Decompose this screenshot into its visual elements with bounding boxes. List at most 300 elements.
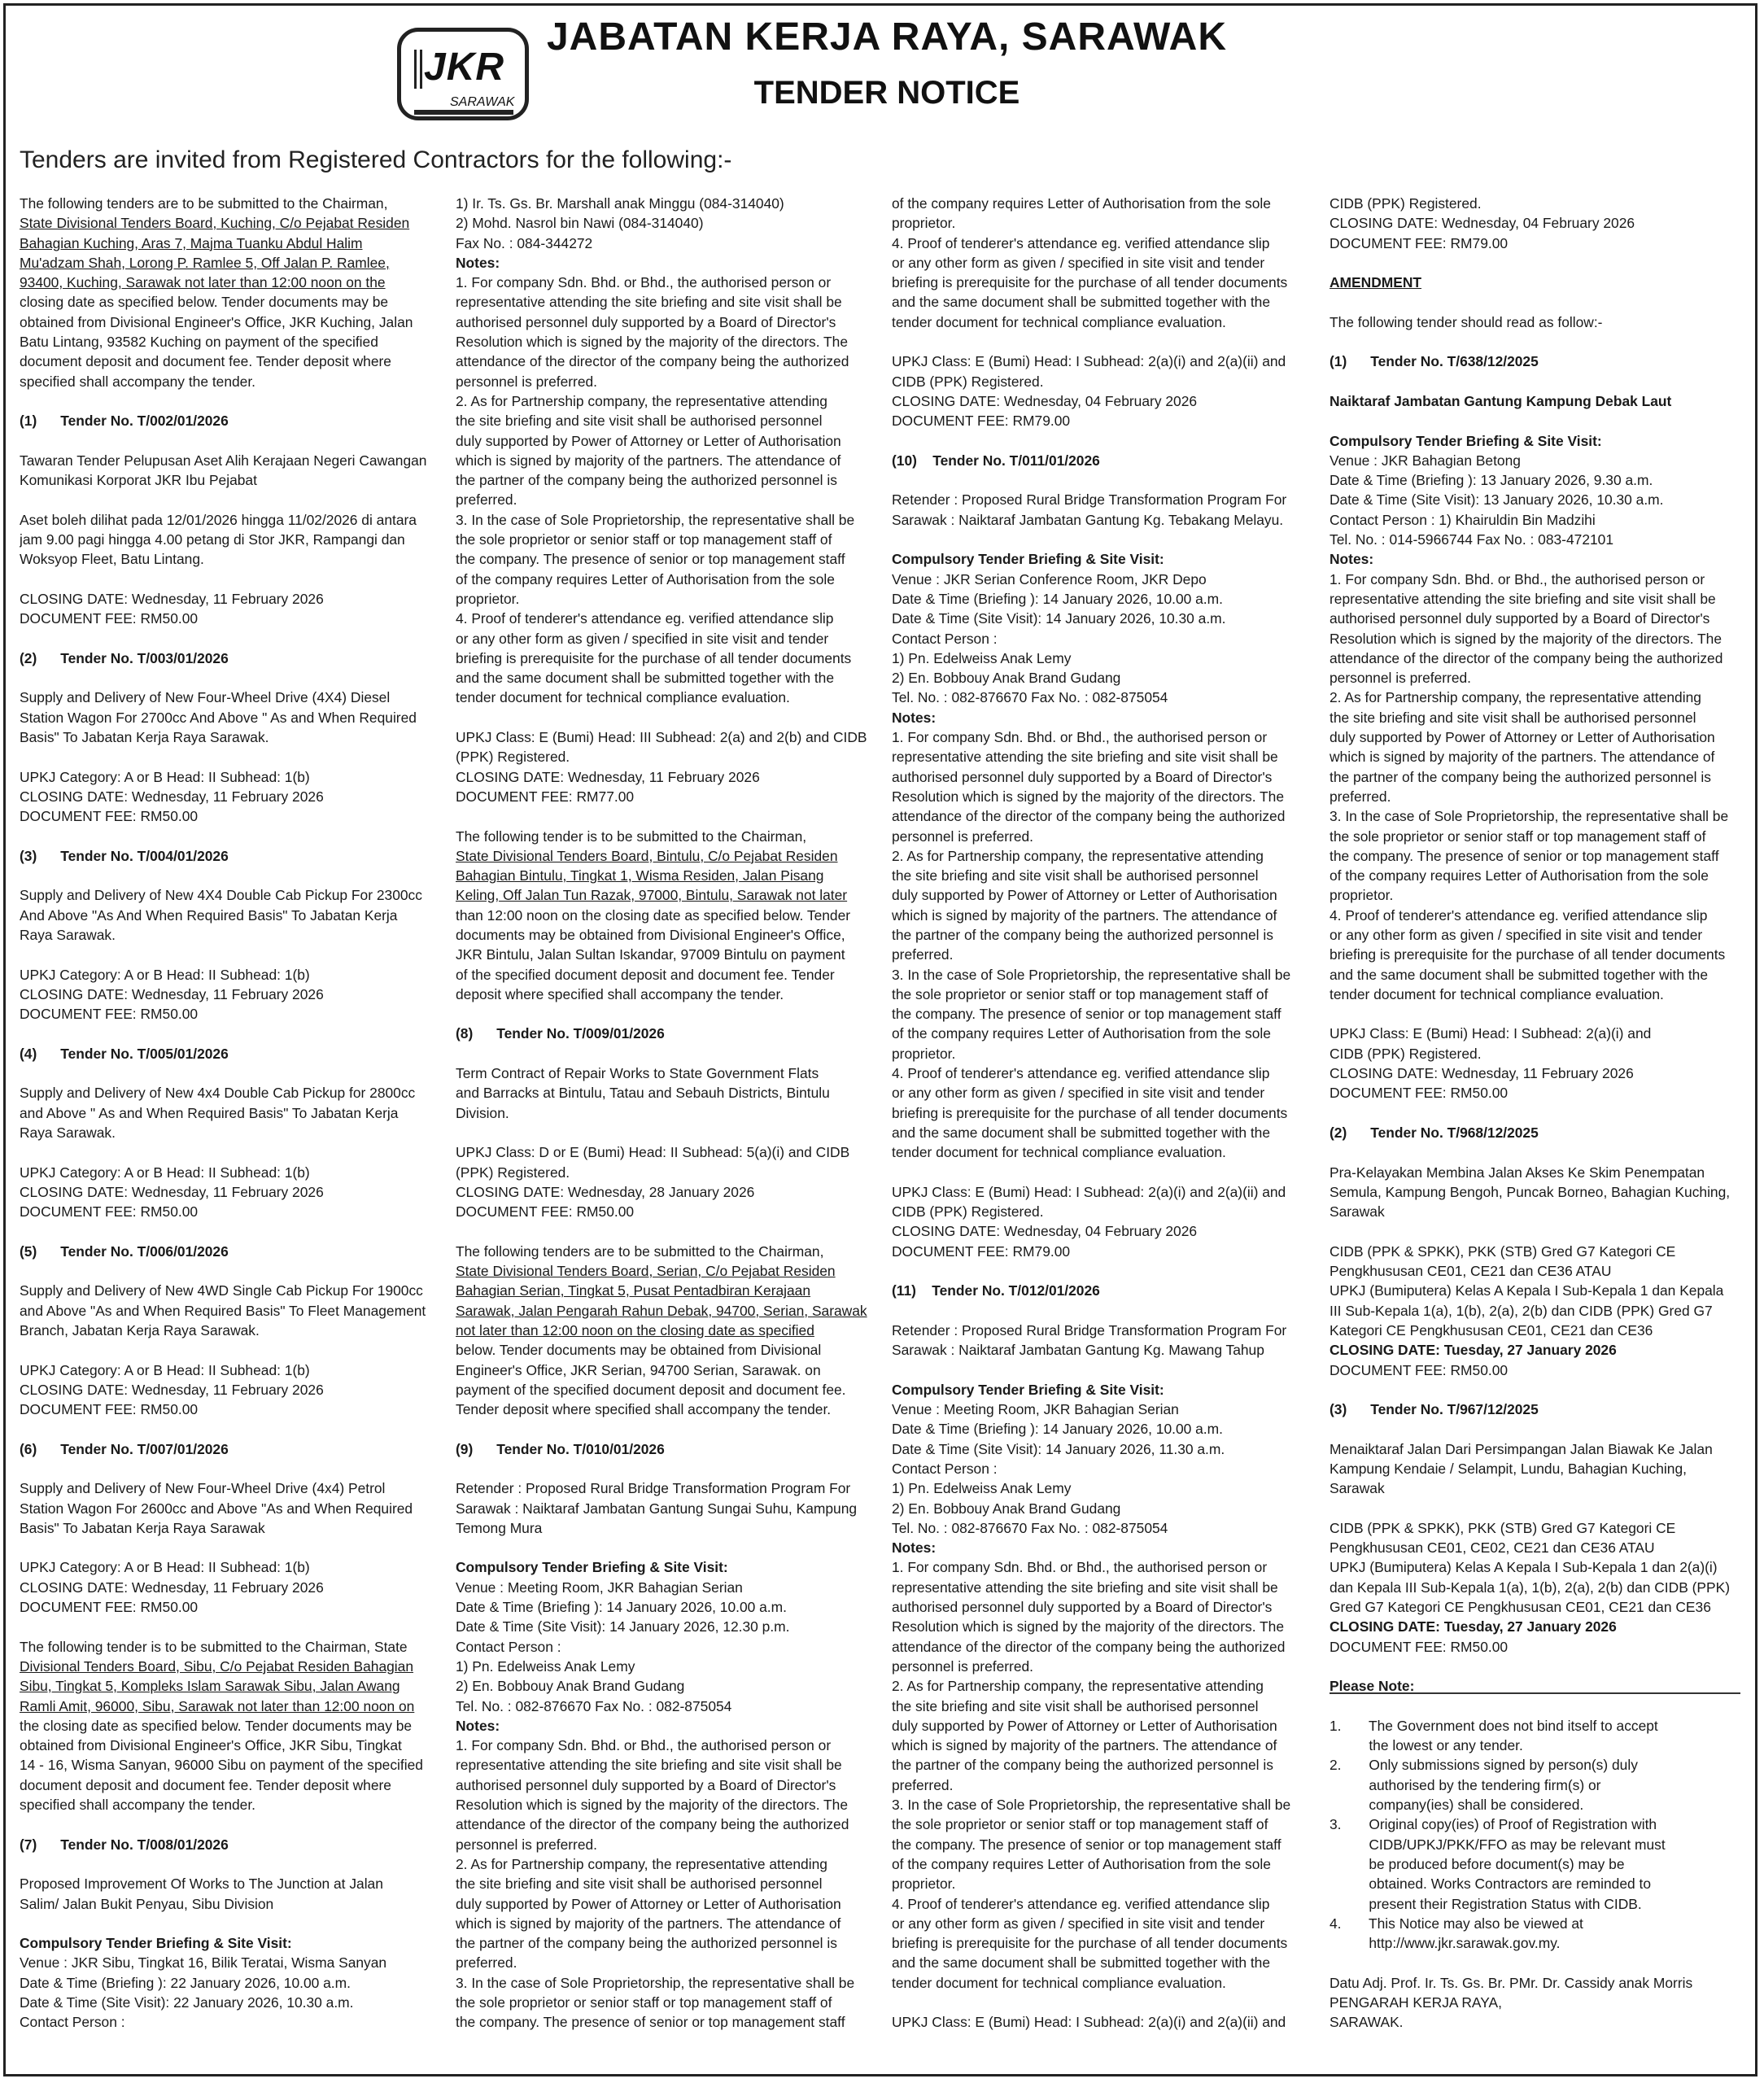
section-heading: (5) Tender No. T/006/01/2026	[20, 1242, 229, 1260]
text-line: Tel. No. : 082-876670 Fax No. : 082-875054	[456, 1697, 732, 1714]
text-line: duly supported by Power of Attorney or Letter of Authorisation	[892, 1717, 1277, 1734]
text-line: the partner of the company being the authorized personnel is	[456, 472, 837, 489]
text-line: Keling, Off Jalan Tun Razak, 97000, Bintulu, Sarawak not later	[456, 887, 848, 904]
text-line: 3. In the case of Sole Proprietorship, the representative shall be	[892, 1797, 1291, 1814]
section-heading: (3) Tender No. T/004/01/2026	[20, 847, 229, 864]
text-line: DOCUMENT FEE: RM50.00	[20, 1006, 199, 1023]
text-line	[20, 1419, 436, 1439]
text-line: Retender : Proposed Rural Bridge Transformation Program For	[892, 491, 1287, 509]
text-line: Bahagian Serian, Tingkat 5, Pusat Pentadbiran Kerajaan	[456, 1282, 811, 1299]
text-line: DOCUMENT FEE: RM50.00	[20, 808, 199, 825]
text-line: The following tender should read as follow:-	[1330, 313, 1603, 330]
text-line: which is signed by majority of the partners. The attendance of	[1330, 749, 1715, 766]
text-line: Raya Sarawak.	[20, 926, 116, 943]
text-line: DOCUMENT FEE: RM50.00	[20, 1203, 199, 1221]
text-line: 1. For company Sdn. Bhd. or Bhd., the authorised person or	[892, 729, 1268, 746]
text-line: 3. In the case of Sole Proprietorship, the representative shall be	[892, 966, 1291, 983]
text-line: CIDB (PPK) Registered.	[1330, 195, 1482, 212]
text-line: Proposed Improvement Of Works to The Junction at Jalan	[20, 1876, 383, 1893]
text-line: document deposit and document fee. Tender deposit where	[20, 353, 391, 370]
text-line: CLOSING DATE: Wednesday, 11 February 2026	[20, 985, 324, 1002]
text-line: Menaiktaraf Jalan Dari Persimpangan Jalan Biawak Ke Jalan	[1330, 1440, 1713, 1457]
text-line: than 12:00 noon on the closing date as specified below. Tender	[456, 906, 851, 924]
text-line: Retender : Proposed Rural Bridge Transformation Program For	[456, 1480, 851, 1497]
section-heading: AMENDMENT	[1330, 274, 1422, 291]
text-line: the partner of the company being the authorized personnel is	[892, 1757, 1273, 1774]
text-line: briefing is prerequisite for the purchase of all tender documents	[892, 1935, 1288, 1952]
section-heading: Naiktaraf Jambatan Gantung Kampung Debak Laut	[1330, 392, 1672, 409]
text-line	[456, 806, 879, 826]
section-heading: Please Note:	[1330, 1678, 1415, 1695]
section-heading: (4) Tender No. T/005/01/2026	[20, 1045, 229, 1062]
text-line: Batu Lintang, 93582 Kuching on payment of the specified	[20, 334, 378, 351]
text-line: Temong Mura	[456, 1519, 543, 1536]
text-line: tender document for technical compliance evaluation.	[892, 1144, 1226, 1161]
text-line: proprietor.	[892, 1876, 956, 1893]
text-line: Kategori CE Pengkhususan CE01, CE21 dan CE36	[1330, 1321, 1653, 1338]
text-line: and Above "As and When Required Basis" To Fleet Management	[20, 1302, 426, 1319]
text-line: authorised personnel duly supported by a Board of Director's	[456, 1776, 836, 1793]
text-line: CLOSING DATE: Wednesday, 11 February 2026	[20, 1579, 324, 1596]
text-line: Gred G7 Kategori CE Pengkhususan CE01, CE21 dan CE36	[1330, 1599, 1711, 1616]
divider	[1330, 1692, 1740, 1694]
text-line: personnel is preferred.	[456, 1836, 597, 1853]
text-line	[20, 1617, 436, 1636]
text-line	[1330, 1953, 1753, 1972]
text-line: 3. In the case of Sole Proprietorship, the representative shall be	[1330, 808, 1729, 825]
text-line: Date & Time (Briefing ): 14 January 2026, 10.00 a.m.	[456, 1599, 787, 1616]
text-line: preferred.	[1330, 788, 1391, 805]
text-line	[20, 629, 436, 648]
text-line: the sole proprietor or senior staff or top management staff of	[892, 985, 1268, 1002]
text-line: Date & Time (Site Visit): 14 January 2026, 12.30 p.m.	[456, 1618, 790, 1635]
text-line: Resolution which is signed by the majority of the directors. The	[892, 1618, 1285, 1635]
section-heading: CLOSING DATE: Tuesday, 27 January 2026	[1330, 1342, 1617, 1359]
text-line: the company. The presence of senior or top management staff	[456, 551, 845, 568]
text-line	[456, 708, 879, 727]
text-line	[456, 1221, 879, 1241]
text-line	[20, 1538, 436, 1557]
text-line	[456, 1459, 879, 1478]
text-line: 2. As for Partnership company, the representative attending	[892, 847, 1264, 864]
text-line	[20, 1142, 436, 1162]
text-line: CIDB (PPK & SPKK), PKK (STB) Gred G7 Kategori CE	[1330, 1519, 1676, 1536]
text-line: Pengkhususan CE01, CE02, CE21 dan CE36 ATAU	[1330, 1539, 1655, 1557]
text-line: and the same document shall be submitted together with the	[456, 670, 834, 687]
text-line: Resolution which is signed by the majority of the directors. The	[892, 788, 1285, 805]
text-line: UPKJ Category: A or B Head: II Subhead: 1(b)	[20, 966, 310, 983]
section-heading: Notes:	[456, 1717, 500, 1734]
text-line: attendance of the director of the company being the authorized	[1330, 649, 1723, 666]
text-line	[1330, 372, 1753, 391]
text-line	[892, 1301, 1315, 1321]
text-line: Divisional Tenders Board, Sibu, C/o Pejabat Residen Bahagian	[20, 1657, 414, 1675]
text-line: State Divisional Tenders Board, Bintulu, C/o Pejabat Residen	[456, 847, 838, 864]
text-line: CLOSING DATE: Wednesday, 04 February 2026	[892, 392, 1198, 409]
text-line: of the company requires Letter of Authorisation from the sole	[892, 1855, 1271, 1872]
text-line: http://www.jkr.sarawak.gov.my.	[1330, 1935, 1561, 1952]
text-line: 2) En. Bobbouy Anak Brand Gudang	[892, 670, 1121, 687]
text-line: Tel. No. : 082-876670 Fax No. : 082-875054	[892, 1519, 1168, 1536]
text-line: 2) En. Bobbouy Anak Brand Gudang	[892, 1500, 1121, 1517]
section-heading: (1) Tender No. T/002/01/2026	[20, 413, 229, 430]
text-line: 3. In the case of Sole Proprietorship, the representative shall be	[456, 511, 855, 528]
text-line: 2. As for Partnership company, the representative attending	[456, 1855, 827, 1872]
text-line: the company. The presence of senior or top management staff	[456, 2014, 845, 2031]
text-line: Tel. No. : 014-5966744 Fax No. : 083-472101	[1330, 531, 1614, 548]
text-line: 1) Pn. Edelweiss Anak Lemy	[892, 649, 1072, 666]
text-line: Station Wagon For 2600cc and Above "As and When Required	[20, 1500, 413, 1517]
text-line: UPKJ Category: A or B Head: II Subhead: 1(b)	[20, 1164, 310, 1181]
text-line: Woksyop Fleet, Batu Lintang.	[20, 551, 204, 568]
text-line: UPKJ Class: E (Bumi) Head: I Subhead: 2(a)(i) and	[1330, 1025, 1652, 1042]
text-line: Venue : Meeting Room, JKR Bahagian Serian	[892, 1401, 1179, 1418]
text-line: duly supported by Power of Attorney or Letter of Authorisation	[456, 432, 841, 449]
section-heading: (2) Tender No. T/003/01/2026	[20, 649, 229, 666]
text-line: Sarawak : Naiktaraf Jambatan Gantung Sungai Suhu, Kampung	[456, 1500, 858, 1517]
text-line: the partner of the company being the authorized personnel is	[456, 1935, 837, 1952]
text-line: which is signed by majority of the partners. The attendance of	[456, 452, 841, 469]
text-line	[20, 1459, 436, 1478]
text-line: DOCUMENT FEE: RM79.00	[1330, 234, 1509, 251]
text-line: CIDB (PPK) Registered.	[1330, 1045, 1482, 1062]
text-line: CIDB (PPK) Registered.	[892, 373, 1044, 390]
text-line: UPKJ Category: A or B Head: II Subhead: 1(b)	[20, 1559, 310, 1576]
text-line: the company. The presence of senior or top management staff	[1330, 847, 1719, 864]
text-line	[1330, 1697, 1753, 1716]
text-line: Bahagian Bintulu, Tingkat 1, Wisma Residen, Jalan Pisang	[456, 867, 824, 884]
text-line	[1330, 1499, 1753, 1518]
text-line: specified shall accompany the tender.	[20, 373, 256, 390]
text-line: CIDB (PPK & SPKK), PKK (STB) Gred G7 Kategori CE	[1330, 1242, 1676, 1260]
section-heading: Compulsory Tender Briefing & Site Visit:	[892, 551, 1164, 568]
text-line: 1) Ir. Ts. Gs. Br. Marshall anak Minggu (084-314040)	[456, 195, 784, 212]
text-line	[20, 1261, 436, 1281]
text-line: Date & Time (Site Visit): 14 January 2026, 10.30 a.m.	[892, 610, 1226, 627]
text-line: Date & Time (Briefing ): 22 January 2026, 10.00 a.m.	[20, 1974, 351, 1991]
text-line: Date & Time (Briefing ): 14 January 2026, 10.00 a.m.	[892, 1421, 1223, 1438]
text-line	[20, 1340, 436, 1360]
text-line: personnel is preferred.	[892, 828, 1033, 845]
text-line: State Divisional Tenders Board, Kuching, C/o Pejabat Residen	[20, 215, 410, 232]
text-line: of the company requires Letter of Authorisation from the sole	[892, 195, 1271, 212]
text-line: CIDB/UPKJ/PKK/FFO as may be relevant must	[1330, 1836, 1666, 1853]
text-line: the site briefing and site visit shall be authorised personnel	[892, 867, 1259, 884]
section-heading: (7) Tender No. T/008/01/2026	[20, 1836, 229, 1853]
text-line: of the company requires Letter of Authorisation from the sole	[892, 1025, 1271, 1042]
text-line: payment of the specified document deposit and document fee.	[456, 1381, 846, 1398]
jkr-logo	[397, 28, 529, 120]
text-line: Tender deposit where specified shall accompany the tender.	[456, 1401, 832, 1418]
text-line: DOCUMENT FEE: RM50.00	[20, 1599, 199, 1616]
text-line: the company. The presence of senior or top management staff	[892, 1006, 1282, 1023]
text-line: Sarawak : Naiktaraf Jambatan Gantung Kg. Mawang Tahup	[892, 1342, 1264, 1359]
text-line	[20, 431, 436, 451]
text-line: Contact Person :	[20, 2014, 125, 2031]
text-line: UPKJ Class: E (Bumi) Head: III Subhead: 2(a) and 2(b) and CIDB	[456, 729, 867, 746]
section-heading: Notes:	[1330, 551, 1374, 568]
text-line: or any other form as given / specified in site visit and tender	[892, 254, 1265, 271]
text-line: The following tender is to be submitted to the Chairman,	[456, 828, 807, 845]
text-line: Tel. No. : 082-876670 Fax No. : 082-875054	[892, 689, 1168, 706]
text-line	[892, 1163, 1315, 1182]
section-heading: (6) Tender No. T/007/01/2026	[20, 1440, 229, 1457]
section-heading: (3) Tender No. T/967/12/2025	[1330, 1401, 1539, 1418]
text-line: or any other form as given / specified in site visit and tender	[456, 630, 829, 647]
page-subtitle: TENDER NOTICE	[753, 75, 1020, 111]
text-line	[1330, 1004, 1753, 1024]
text-line	[20, 1024, 436, 1043]
text-line: DOCUMENT FEE: RM50.00	[1330, 1638, 1509, 1655]
text-line: Basis" To Jabatan Kerja Raya Sarawak.	[20, 729, 269, 746]
text-line: the site briefing and site visit shall be authorised personnel	[1330, 709, 1696, 726]
text-line: Supply and Delivery of New Four-Wheel Drive (4X4) Diesel	[20, 689, 391, 706]
text-line	[1330, 1103, 1753, 1123]
text-line	[20, 1063, 436, 1083]
text-line: UPKJ (Bumiputera) Kelas A Kepala I Sub-Kepala 1 dan 2(a)(i)	[1330, 1559, 1718, 1576]
text-line: Date & Time (Site Visit): 13 January 2026, 10.30 a.m.	[1330, 491, 1664, 509]
text-line	[1330, 1221, 1753, 1241]
text-line	[1330, 253, 1753, 273]
text-line: and Above " As and When Required Basis" To Jabatan Kerja	[20, 1104, 399, 1121]
text-line: proprietor.	[456, 590, 520, 607]
text-line	[1330, 1419, 1753, 1439]
text-line: Datu Adj. Prof. Ir. Ts. Gs. Br. PMr. Dr. Cassidy anak Morris	[1330, 1974, 1693, 1991]
text-line: Contact Person :	[456, 1638, 561, 1655]
section-heading: (8) Tender No. T/009/01/2026	[456, 1025, 665, 1042]
text-line: Sarawak	[1330, 1203, 1385, 1221]
text-line	[20, 490, 436, 509]
text-line	[1330, 1142, 1753, 1162]
section-heading: Compulsory Tender Briefing & Site Visit:	[1330, 432, 1602, 449]
text-line: attendance of the director of the company being the authorized	[892, 1638, 1286, 1655]
text-line: present their Registration Status with CIDB.	[1330, 1895, 1642, 1912]
text-line	[892, 431, 1315, 451]
text-line: Venue : JKR Serian Conference Room, JKR Depo	[892, 570, 1207, 587]
text-line: SARAWAK.	[1330, 2014, 1404, 2031]
text-line	[20, 945, 436, 964]
text-line: The following tenders are to be submitted to the Chairman,	[20, 195, 388, 212]
text-line: duly supported by Power of Attorney or Letter of Authorisation	[456, 1895, 841, 1912]
text-line: preferred.	[456, 491, 517, 509]
text-line: 3. In the case of Sole Proprietorship, the representative shall be	[456, 1974, 855, 1991]
text-line: Date & Time (Site Visit): 22 January 2026, 10.30 a.m.	[20, 1994, 354, 2011]
text-line: (PPK) Registered.	[456, 1164, 570, 1181]
text-line: tender document for technical compliance evaluation.	[892, 313, 1226, 330]
section-heading: Compulsory Tender Briefing & Site Visit:	[20, 1935, 292, 1952]
text-line: CLOSING DATE: Wednesday, 11 February 2026	[456, 768, 760, 785]
text-line: 4. Proof of tenderer's attendance eg. verified attendance slip	[456, 610, 834, 627]
text-line	[1330, 1380, 1753, 1400]
text-line: Term Contract of Repair Works to State Government Flats	[456, 1065, 819, 1082]
section-heading: (2) Tender No. T/968/12/2025	[1330, 1124, 1539, 1141]
text-line: PENGARAH KERJA RAYA,	[1330, 1994, 1502, 2011]
text-line: the site briefing and site visit shall be authorised personnel	[456, 1876, 823, 1893]
column-3	[892, 194, 1315, 2033]
text-line: CLOSING DATE: Wednesday, 11 February 2026	[20, 1183, 324, 1200]
text-line	[892, 470, 1315, 490]
text-line: Sarawak : Naiktaraf Jambatan Gantung Kg. Tebakang Melayu.	[892, 511, 1284, 528]
text-line: duly supported by Power of Attorney or Letter of Authorisation	[892, 887, 1277, 904]
text-line: 2) En. Bobbouy Anak Brand Gudang	[456, 1678, 685, 1695]
column-2	[456, 194, 879, 2033]
text-line: And Above "As And When Required Basis" To Jabatan Kerja	[20, 906, 398, 924]
text-line: 14 - 16, Wisma Sanyan, 96000 Sibu on payment of the specified	[20, 1757, 423, 1774]
text-line: of the company requires Letter of Authorisation from the sole	[1330, 867, 1709, 884]
text-line	[20, 747, 436, 766]
text-line: of the specified document deposit and document fee. Tender	[456, 966, 835, 983]
text-line: proprietor.	[892, 1045, 956, 1062]
text-line	[20, 1914, 436, 1933]
text-line: State Divisional Tenders Board, Serian, C/o Pejabat Residen	[456, 1263, 836, 1280]
text-line: Bahagian Kuching, Aras 7, Majma Tuanku Abdul Halim	[20, 234, 363, 251]
text-line: Date & Time (Site Visit): 14 January 2026, 11.30 a.m.	[892, 1440, 1225, 1457]
text-line: attendance of the director of the company being the authorized	[456, 353, 849, 370]
text-line: and the same document shall be submitted together with the	[892, 294, 1270, 311]
text-line: briefing is prerequisite for the purchase of all tender documents	[456, 649, 852, 666]
text-line: authorised personnel duly supported by a Board of Director's	[892, 1599, 1273, 1616]
text-line: 1. For company Sdn. Bhd. or Bhd., the authorised person or	[892, 1559, 1268, 1576]
text-line: not later than 12:00 noon on the closing date as specified	[456, 1321, 814, 1338]
text-line	[456, 1123, 879, 1142]
text-line: Supply and Delivery of New Four-Wheel Drive (4x4) Petrol	[20, 1480, 386, 1497]
text-line: tender document for technical compliance evaluation.	[892, 1974, 1226, 1991]
text-line: personnel is preferred.	[456, 373, 597, 390]
text-line	[892, 1261, 1315, 1281]
text-line: Aset boleh dilihat pada 12/01/2026 hingga 11/02/2026 di antara	[20, 511, 417, 528]
text-line: Supply and Delivery of New 4WD Single Cab Pickup For 1900cc	[20, 1282, 423, 1299]
text-line: representative attending the site briefing and site visit shall be	[892, 1579, 1278, 1596]
text-line: Resolution which is signed by the majority of the directors. The	[456, 334, 849, 351]
text-line: JKR Bintulu, Jalan Sultan Iskandar, 97009 Bintulu on payment	[456, 946, 845, 963]
section-heading: Compulsory Tender Briefing & Site Visit:	[892, 1381, 1164, 1398]
text-line: briefing is prerequisite for the purchase of all tender documents	[892, 1104, 1288, 1121]
text-line: Fax No. : 084-344272	[456, 234, 593, 251]
text-line: Resolution which is signed by the majority of the directors. The	[1330, 630, 1723, 647]
text-line: Sarawak	[1330, 1480, 1385, 1497]
text-line: 2) Mohd. Nasrol bin Nawi (084-314040)	[456, 215, 704, 232]
text-line: DOCUMENT FEE: RM79.00	[892, 1242, 1071, 1260]
text-line: 3. Original copy(ies) of Proof of Registration with	[1330, 1816, 1657, 1833]
section-heading: (9) Tender No. T/010/01/2026	[456, 1440, 665, 1457]
text-line	[1330, 411, 1753, 430]
column-4	[1330, 194, 1753, 2033]
text-line: Contact Person : 1) Khairuldin Bin Madzihi	[1330, 511, 1596, 528]
text-line: DOCUMENT FEE: RM50.00	[456, 1203, 635, 1221]
text-line: 4. Proof of tenderer's attendance eg. verified attendance slip	[892, 234, 1270, 251]
text-line: 93400, Kuching, Sarawak not later than 12:00 noon on the	[20, 274, 386, 291]
text-line: CLOSING DATE: Wednesday, 11 February 2026	[20, 788, 324, 805]
text-line: UPKJ Class: D or E (Bumi) Head: II Subhead: 5(a)(i) and CIDB	[456, 1144, 850, 1161]
text-line: the sole proprietor or senior staff or top management staff of	[456, 531, 832, 548]
text-line	[456, 1004, 879, 1024]
page-title: JABATAN KERJA RAYA, SARAWAK	[546, 15, 1227, 59]
text-line: tender document for technical compliance evaluation.	[1330, 985, 1664, 1002]
section-heading: (1) Tender No. T/638/12/2025	[1330, 353, 1539, 370]
text-line: the sole proprietor or senior staff or top management staff of	[1330, 828, 1706, 845]
text-line: Raya Sarawak.	[20, 1124, 116, 1141]
text-line: Basis" To Jabatan Kerja Raya Sarawak	[20, 1519, 265, 1536]
text-line	[1330, 292, 1753, 312]
text-line: attendance of the director of the company being the authorized	[892, 808, 1286, 825]
text-line: Supply and Delivery of New 4X4 Double Cab Pickup For 2300cc	[20, 887, 422, 904]
text-line: Sibu, Tingkat 5, Kompleks Islam Sarawak Sibu, Jalan Awang	[20, 1678, 400, 1695]
text-line: Engineer's Office, JKR Serian, 94700 Serian, Sarawak. on	[456, 1361, 821, 1378]
text-line: DOCUMENT FEE: RM50.00	[20, 1401, 199, 1418]
text-line: representative attending the site briefing and site visit shall be	[456, 294, 842, 311]
text-line: and the same document shall be submitted together with the	[892, 1124, 1270, 1141]
text-line: Supply and Delivery of New 4x4 Double Cab Pickup for 2800cc	[20, 1085, 416, 1102]
text-line: representative attending the site briefing and site visit shall be	[892, 749, 1278, 766]
text-line: DOCUMENT FEE: RM79.00	[892, 413, 1071, 430]
text-line: Branch, Jabatan Kerja Raya Sarawak.	[20, 1321, 260, 1338]
text-line: which is signed by majority of the partners. The attendance of	[892, 1737, 1277, 1754]
text-line: which is signed by majority of the partners. The attendance of	[456, 1915, 841, 1932]
text-line: DOCUMENT FEE: RM77.00	[456, 788, 635, 805]
text-line: representative attending the site briefing and site visit shall be	[1330, 590, 1716, 607]
section-heading: CLOSING DATE: Tuesday, 27 January 2026	[1330, 1618, 1617, 1635]
text-line	[1330, 1657, 1753, 1676]
section-heading: Notes:	[892, 709, 937, 726]
section-heading: (10) Tender No. T/011/01/2026	[892, 452, 1100, 469]
text-line: Date & Time (Briefing ): 13 January 2026, 9.30 a.m.	[1330, 472, 1653, 489]
text-line: authorised personnel duly supported by a Board of Director's	[1330, 610, 1710, 627]
text-line	[892, 1360, 1315, 1380]
text-line: preferred.	[892, 1776, 954, 1793]
text-line: company(ies) shall be considered.	[1330, 1797, 1584, 1814]
text-line	[892, 1993, 1315, 2012]
text-line: 4. This Notice may also be viewed at	[1330, 1915, 1583, 1932]
text-line	[20, 391, 436, 411]
text-line: III Sub-Kepala 1(a), 1(b), 2(a), 2(b) dan CIDB (PPK) Gred G7	[1330, 1302, 1713, 1319]
text-line: CIDB (PPK) Registered.	[892, 1203, 1044, 1221]
text-line	[892, 530, 1315, 549]
text-line: authorised personnel duly supported by a Board of Director's	[456, 313, 836, 330]
text-line: Kampung Kendaie / Selampit, Lundu, Bahagian Kuching,	[1330, 1461, 1687, 1477]
text-line: obtained from Divisional Engineer's Office, JKR Sibu, Tingkat	[20, 1737, 402, 1754]
text-line: 2. As for Partnership company, the representative attending	[456, 392, 827, 409]
text-line	[20, 668, 436, 688]
text-line	[1330, 332, 1753, 352]
text-line: Sarawak, Jalan Pengarah Rahun Debak, 94700, Serian, Sarawak	[456, 1302, 867, 1319]
section-heading: Compulsory Tender Briefing & Site Visit:	[456, 1559, 728, 1576]
text-line: 1) Pn. Edelweiss Anak Lemy	[456, 1657, 635, 1675]
text-line: UPKJ Class: E (Bumi) Head: I Subhead: 2(a)(i) and 2(a)(ii) and	[892, 2014, 1286, 2031]
text-line: authorised by the tendering firm(s) or	[1330, 1776, 1601, 1793]
text-line	[20, 866, 436, 885]
text-line: 1. For company Sdn. Bhd. or Bhd., the authorised person or	[456, 1737, 832, 1754]
text-line: UPKJ Class: E (Bumi) Head: I Subhead: 2(a)(i) and 2(a)(ii) and	[892, 1183, 1286, 1200]
text-line	[20, 570, 436, 589]
text-line: or any other form as given / specified in site visit and tender	[1330, 926, 1703, 943]
text-line: 2. As for Partnership company, the representative attending	[1330, 689, 1701, 706]
logo-text: JKR	[424, 46, 505, 89]
text-line: Semula, Kampung Bengoh, Puncak Borneo, Bahagian Kuching,	[1330, 1183, 1731, 1200]
section-heading: Notes:	[456, 254, 500, 271]
text-line: personnel is preferred.	[1330, 670, 1471, 687]
text-line: Pengkhususan CE01, CE21 dan CE36 ATAU	[1330, 1263, 1612, 1280]
intro-text: Tenders are invited from Registered Contractors for the following:-	[20, 146, 732, 173]
text-line: and the same document shall be submitted together with the	[892, 1954, 1270, 1972]
text-line: the partner of the company being the authorized personnel is	[892, 926, 1273, 943]
text-line: Date & Time (Briefing ): 14 January 2026, 10.00 a.m.	[892, 590, 1223, 607]
text-line: UPKJ Category: A or B Head: II Subhead: 1(b)	[20, 1361, 310, 1378]
text-line: the closing date as specified below. Tender documents may be	[20, 1717, 413, 1734]
text-line: be produced before document(s) may be	[1330, 1855, 1625, 1872]
text-line: Contact Person :	[892, 630, 998, 647]
text-line	[20, 1221, 436, 1241]
text-line: CLOSING DATE: Wednesday, 04 February 2026	[892, 1223, 1198, 1240]
